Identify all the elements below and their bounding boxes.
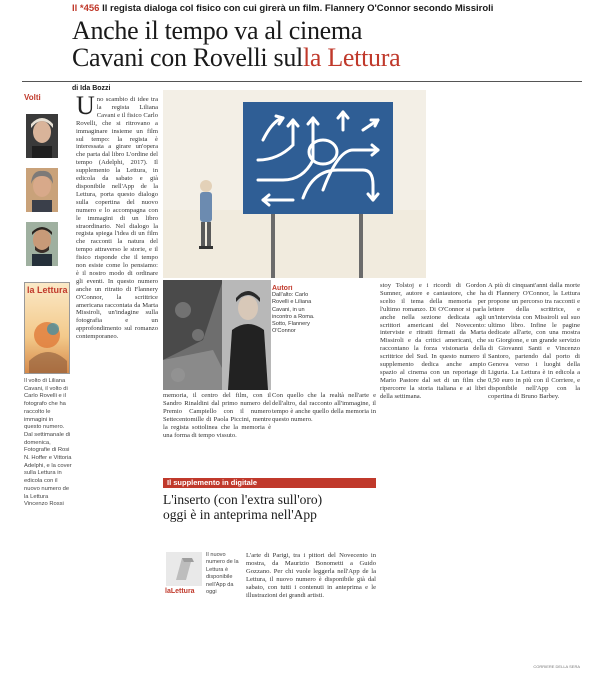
portrait-cavani <box>26 114 58 158</box>
body-column-1 <box>76 96 158 675</box>
authors-tag: Autori <box>272 285 293 292</box>
portrait-rovelli <box>26 168 58 212</box>
headline-highlight: la Lettura <box>302 43 401 72</box>
headline-prefix: Cavani con Rovelli sul <box>72 43 303 72</box>
authors-box <box>272 285 318 385</box>
dropcap: U <box>76 96 95 120</box>
headline-line-1: Anche il tempo va al cinema <box>72 16 363 45</box>
logo-text: laLettura <box>165 588 195 595</box>
supplement-title-line-1: L'inserto (con l'extra sull'oro) <box>163 492 323 507</box>
sidebar-caption: Il volto di Liliana Cavani, il volto di Carlo Rovelli e il fotografo che ha raccolto le immagini in questo numero. Dal settimanale di domenica, Fotografie di Rosi N. Hoffer e Vittoria Adelphi, e la cover sulla Lettura in edicola con il nuovo numero de la Lettura Vincenzo Rossi <box>24 378 72 508</box>
supplement-title <box>163 492 376 522</box>
photo-woman-seated <box>222 280 271 390</box>
illustration-signpost <box>163 90 426 278</box>
supplement-bar: Il supplemento in digitale <box>163 478 376 488</box>
kicker <box>72 3 582 14</box>
app-icon <box>166 552 202 586</box>
headline-line-2 <box>72 45 582 70</box>
authors-text: Dall'alto: Carlo Rovelli e Liliana Cavani, in un incontro a Roma. Sotto, Flannery O'Connor <box>272 292 315 335</box>
body-column-bottom: L'arte di Parigi, tra i pittori del Novecento in mostra, da Maurizio Bonometti a Guido Gozzano. Per chi vuole leggerla nell'App de la Lettura, il nuovo numero è disponibile già dal sabato, con tutti i contenuti in anteprima e le illustrazioni dei grandi artisti. <box>246 552 376 599</box>
portrait-third <box>26 222 58 266</box>
header-rule <box>22 81 582 82</box>
kicker-text: Il regista dialoga col fisico con cui girerà un film. Flannery O'Connor secondo Missiroli <box>102 3 494 14</box>
body-column-mid-1: memoria, il centro del film, con il Sandro Rinaldini dal primo numero del Premio Campiello con il numero Settecentomille di Paola Piccini, mentre la regista sottolinea che la memoria è una forma di tempo vissuto. <box>163 392 271 439</box>
app-caption: Il nuovo numero de la Lettura è disponibile nell'App da oggi <box>206 552 239 596</box>
sidebar-title: Volti <box>24 93 41 102</box>
supplement-title-line-2: oggi è in anteprima nell'App <box>163 507 317 522</box>
lettura-app-logo <box>163 552 205 614</box>
byline: di Ida Bozzi <box>72 85 111 92</box>
body-column-right-1: stoy Tolstoj e i ricordi di Gordon Sumner, autore e cantautore, che ha scelto il tema della memoria per l'ultimo romanzo. Di O'Connor si parla anche nella sezione dedicata agli scrittori americani del Novecento: interviste e ritratti firmati da Marta Missiroli e da critici americani, che raccontano la forza visionaria della scrittrice del Sud. In questo numero il supplemento dedica anche ampio spazio al cinema con un reportage di Mario Pastore dal set di un film che ripercorre la storia italiana e ai libri della settimana. <box>380 282 486 400</box>
body-text-1: no scambio di idee tra la regista Liliana Cavani e il fisico Carlo Rovelli, che si ritrovano a immaginare insieme un film sul tempo: la regista è interessata a girare un'opera che parta dal libro L'ordine del tempo (Adelphi, 2017). Il supplemento la Lettura, in edicola da sabato e già disponibile nell'App de la Lettura, porta questo dialogo sulla copertina del nuovo numero e lo accompagna con le immagini di un libro straordinario. Nel dialogo la regista spiega l'idea di un film che racconti la natura del tempo attraverso le storie, e il fisico risponde che il tempo non esiste come lo pensiamo: è il nostro modo di ordinare gli eventi. In questo numero anche un ritratto di Flannery O'Connor, la scrittrice americana raccontata da Marta Missiroli, un'indagine sulla fotografia e un approfondimento sul romanzo contemporaneo. <box>76 96 158 341</box>
issue-number: Il *456 <box>72 3 100 14</box>
footer-mark: CORRIERE DELLA SERA <box>533 664 580 669</box>
magazine-cover <box>24 282 70 374</box>
body-column-mid-2: Con quello che la realtà nell'arte e dell'altro, dal racconto all'immagine, il tempo è anche quello della memoria in questo numero. <box>272 392 376 423</box>
body-column-right-2: A più di cinquant'anni dalla morte di Flannery O'Connor, la Lettura propone un percorso tra racconti e lettere della scrittrice, e un'intervista con Missiroli sul suo ultimo libro. Infine le pagine dedicate all'arte, con una mostra su Giorgione, e un grande servizio di Giovanni Santi e Vincenzo Santoro, partendo dal porto di Genova verso i luoghi della Liguria. La Lettura è in edicola a 0,50 euro in più con il Corriere, e disponibile nell'App con la copertina di Bruno Barbey. <box>488 282 580 400</box>
magazine-label: la Lettura <box>27 285 68 295</box>
